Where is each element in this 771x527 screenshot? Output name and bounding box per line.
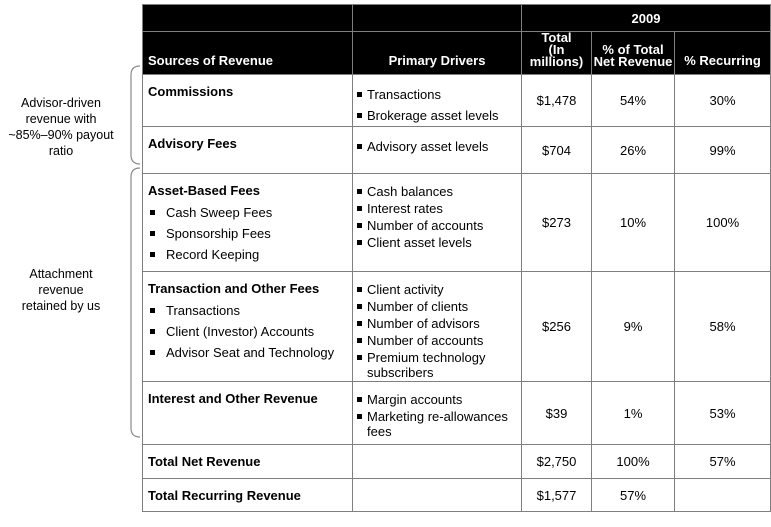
source-title: Transaction and Other Fees bbox=[148, 281, 320, 296]
total-label: Total Recurring Revenue bbox=[143, 479, 353, 512]
total-value: $1,577 bbox=[522, 479, 592, 512]
pct-recurring-value: 100% bbox=[675, 174, 771, 272]
pct-total-value: 57% bbox=[592, 479, 675, 512]
driver-item: Premium technology subscribers bbox=[356, 349, 517, 381]
bracket-lines bbox=[0, 0, 142, 527]
source-title: Asset-Based Fees bbox=[148, 183, 260, 198]
source-sub-item: Sponsorship Fees bbox=[148, 223, 348, 244]
drivers-cell bbox=[353, 127, 522, 174]
pct-recurring-value: 58% bbox=[675, 272, 771, 382]
total-value: $704 bbox=[522, 127, 592, 174]
pct-recurring-value: 30% bbox=[675, 75, 771, 127]
driver-item: Number of clients bbox=[356, 298, 517, 315]
header-total: Total (In millions) bbox=[522, 32, 592, 75]
total-row bbox=[143, 479, 771, 512]
pct-total-value: 100% bbox=[592, 445, 675, 479]
pct-recurring-value: 99% bbox=[675, 127, 771, 174]
total-label: Total Net Revenue bbox=[143, 445, 353, 479]
attachment-revenue-label: Attachment revenue retained by us bbox=[21, 267, 101, 313]
drivers-cell bbox=[353, 272, 522, 382]
driver-item: Brokerage asset levels bbox=[356, 105, 517, 126]
driver-item: Number of advisors bbox=[356, 315, 517, 332]
table-row bbox=[143, 75, 771, 127]
driver-item: Number of accounts bbox=[356, 217, 517, 234]
year-header-row bbox=[143, 5, 771, 32]
advisor-driven-label: Advisor-driven revenue with ~85%–90% payout ratio bbox=[8, 96, 114, 158]
source-title: Interest and Other Revenue bbox=[148, 391, 318, 406]
pct-total-value: 54% bbox=[592, 75, 675, 127]
total-value: $1,478 bbox=[522, 75, 592, 127]
drivers-cell bbox=[353, 382, 522, 445]
driver-item: Interest rates bbox=[356, 200, 517, 217]
total-value: $256 bbox=[522, 272, 592, 382]
pct-recurring-value: 53% bbox=[675, 382, 771, 445]
pct-total-value: 1% bbox=[592, 382, 675, 445]
driver-item: Marketing re-allowances fees bbox=[356, 408, 517, 440]
total-value: $39 bbox=[522, 382, 592, 445]
driver-item: Cash balances bbox=[356, 183, 517, 200]
driver-item: Margin accounts bbox=[356, 391, 517, 408]
pct-total-value: 9% bbox=[592, 272, 675, 382]
header-sources: Sources of Revenue bbox=[143, 32, 353, 75]
driver-item: Transactions bbox=[356, 84, 517, 105]
driver-item: Client asset levels bbox=[356, 234, 517, 251]
driver-item: Client activity bbox=[356, 281, 517, 298]
source-cell bbox=[143, 75, 353, 127]
total-value: $2,750 bbox=[522, 445, 592, 479]
year-header: 2009 bbox=[522, 5, 771, 32]
drivers-cell bbox=[353, 174, 522, 272]
header-blank bbox=[353, 5, 522, 32]
source-sub-item: Client (Investor) Accounts bbox=[148, 321, 348, 342]
source-title: Advisory Fees bbox=[148, 136, 237, 151]
empty-cell bbox=[353, 445, 522, 479]
pct-recurring-value: 57% bbox=[675, 445, 771, 479]
header-pct-total: % of Total Net Revenue bbox=[592, 32, 675, 75]
table-row bbox=[143, 127, 771, 174]
total-row bbox=[143, 445, 771, 479]
table-row bbox=[143, 272, 771, 382]
total-value: $273 bbox=[522, 174, 592, 272]
driver-item: Number of accounts bbox=[356, 332, 517, 349]
pct-total-value: 10% bbox=[592, 174, 675, 272]
source-cell bbox=[143, 382, 353, 445]
source-cell bbox=[143, 127, 353, 174]
table-row bbox=[143, 174, 771, 272]
source-cell bbox=[143, 174, 353, 272]
source-cell bbox=[143, 272, 353, 382]
table-row bbox=[143, 382, 771, 445]
revenue-table bbox=[142, 4, 771, 512]
source-sub-item: Transactions bbox=[148, 300, 348, 321]
empty-cell bbox=[353, 479, 522, 512]
source-sub-item: Advisor Seat and Technology bbox=[148, 342, 348, 363]
source-sub-item: Cash Sweep Fees bbox=[148, 202, 348, 223]
driver-item: Advisory asset levels bbox=[356, 136, 517, 157]
source-sub-item: Record Keeping bbox=[148, 244, 348, 265]
source-title: Commissions bbox=[148, 84, 234, 99]
header-pct-recurring: % Recurring bbox=[675, 32, 771, 75]
pct-total-value: 26% bbox=[592, 127, 675, 174]
column-header-row bbox=[143, 32, 771, 75]
header-blank bbox=[143, 5, 353, 32]
header-drivers: Primary Drivers bbox=[353, 32, 522, 75]
drivers-cell bbox=[353, 75, 522, 127]
pct-recurring-value bbox=[675, 479, 771, 512]
